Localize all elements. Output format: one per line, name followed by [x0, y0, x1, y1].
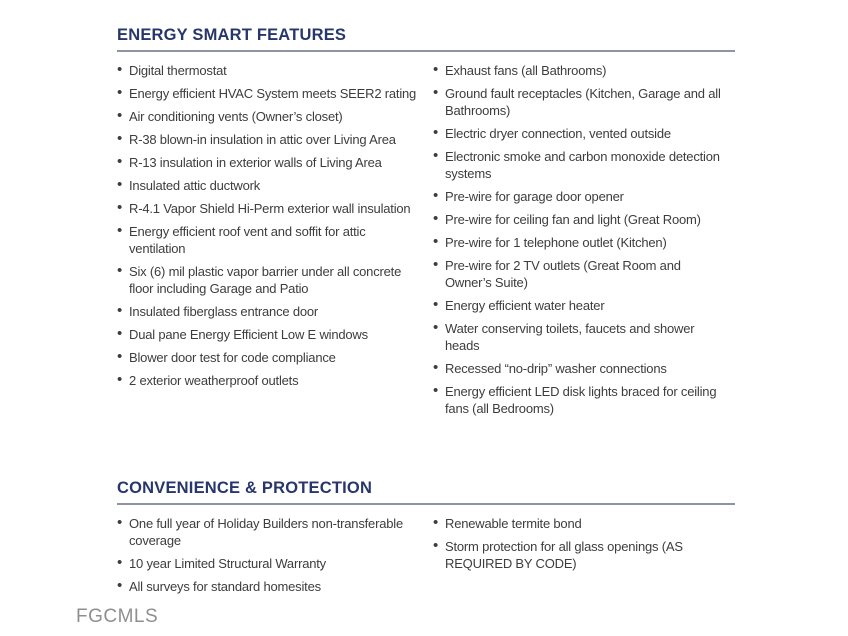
list-item-text: Energy efficient roof vent and soffit for attic ventilation [129, 224, 366, 256]
list-item [117, 62, 419, 79]
list-item [433, 320, 721, 354]
list-item [117, 85, 419, 102]
two-column-list [117, 62, 735, 423]
list-item [117, 131, 419, 148]
bullet-icon: • [117, 107, 123, 124]
list-item-text: Pre-wire for garage door opener [445, 189, 624, 204]
feature-sheet [117, 26, 735, 601]
bullet-icon: • [433, 61, 439, 78]
list-item [117, 154, 419, 171]
bullet-icon: • [433, 210, 439, 227]
list-item [117, 578, 419, 595]
list-item-text: Ground fault receptacles (Kitchen, Garage and all Bathrooms) [445, 86, 721, 118]
list-item-text: Six (6) mil plastic vapor barrier under all concrete floor including Garage and Patio [129, 264, 402, 296]
list-item-text: R-13 insulation in exterior walls of Living Area [129, 155, 382, 170]
section-title: ENERGY SMART FEATURES [117, 26, 347, 44]
list-item [433, 297, 721, 314]
feature-list-right [433, 515, 735, 601]
list-item [117, 372, 419, 389]
bullet-icon: • [433, 537, 439, 554]
list-item [117, 515, 419, 549]
list-item-text: Recessed “no-drip” washer connections [445, 361, 667, 376]
list-item-text: Pre-wire for 1 telephone outlet (Kitchen) [445, 235, 667, 250]
feature-list-left [117, 515, 433, 601]
list-item [117, 223, 419, 257]
bullet-icon: • [117, 84, 123, 101]
list-item [433, 211, 721, 228]
bullet-icon: • [433, 233, 439, 250]
list-item [433, 188, 721, 205]
list-item [433, 360, 721, 377]
section-title: CONVENIENCE & PROTECTION [117, 479, 373, 497]
list-item [433, 148, 721, 182]
list-item-text: 2 exterior weatherproof outlets [129, 373, 299, 388]
list-item-text: Renewable termite bond [445, 516, 582, 531]
list-item-text: Electronic smoke and carbon monoxide detection systems [445, 149, 720, 181]
bullet-icon: • [117, 302, 123, 319]
list-item-text: Digital thermostat [129, 63, 227, 78]
bullet-icon: • [117, 348, 123, 365]
list-item [117, 263, 419, 297]
list-item-text: Water conserving toilets, faucets and shower heads [445, 321, 695, 353]
list-item [117, 349, 419, 366]
list-item-text: Electric dryer connection, vented outside [445, 126, 671, 141]
list-item [117, 303, 419, 320]
list-item [433, 257, 721, 291]
section-header [117, 26, 735, 52]
list-item [433, 383, 721, 417]
list-item-text: Insulated fiberglass entrance door [129, 304, 319, 319]
section-convenience-protection [117, 479, 735, 601]
bullet-icon: • [117, 199, 123, 216]
bullet-icon: • [433, 359, 439, 376]
list-item [433, 125, 721, 142]
list-item-text: Insulated attic ductwork [129, 178, 261, 193]
bullet-icon: • [117, 262, 123, 279]
bullet-icon: • [117, 222, 123, 239]
bullet-icon: • [117, 514, 123, 531]
section-header [117, 479, 735, 505]
fgcmls-watermark: FGCMLS [76, 606, 159, 627]
bullet-icon: • [117, 130, 123, 147]
two-column-list [117, 515, 735, 601]
list-item-text: 10 year Limited Structural Warranty [129, 556, 326, 571]
list-item [117, 177, 419, 194]
list-item-text: Storm protection for all glass openings (AS REQUIRED BY CODE) [445, 539, 683, 571]
list-item-text: Energy efficient LED disk lights braced for ceiling fans (all Bedrooms) [445, 384, 717, 416]
bullet-icon: • [433, 514, 439, 531]
bullet-icon: • [117, 371, 123, 388]
bullet-icon: • [117, 554, 123, 571]
feature-list-left [117, 62, 433, 423]
list-item [117, 326, 419, 343]
list-item-text: Energy efficient water heater [445, 298, 605, 313]
bullet-icon: • [433, 187, 439, 204]
list-item [433, 234, 721, 251]
list-item [433, 85, 721, 119]
list-item-text: R-4.1 Vapor Shield Hi-Perm exterior wall insulation [129, 201, 411, 216]
list-item-text: Exhaust fans (all Bathrooms) [445, 63, 607, 78]
bullet-icon: • [117, 176, 123, 193]
list-item [117, 108, 419, 125]
list-item [433, 62, 721, 79]
section-energy-smart-features [117, 26, 735, 423]
list-item [433, 538, 721, 572]
list-item-text: Blower door test for code compliance [129, 350, 336, 365]
bullet-icon: • [433, 382, 439, 399]
list-item-text: Pre-wire for ceiling fan and light (Great Room) [445, 212, 701, 227]
list-item [433, 515, 721, 532]
list-item-text: R-38 blown-in insulation in attic over Living Area [129, 132, 396, 147]
list-item [117, 555, 419, 572]
feature-list-right [433, 62, 735, 423]
list-item-text: Dual pane Energy Efficient Low E windows [129, 327, 368, 342]
bullet-icon: • [433, 319, 439, 336]
list-item-text: One full year of Holiday Builders non-transferable coverage [129, 516, 403, 548]
bullet-icon: • [117, 153, 123, 170]
list-item-text: Energy efficient HVAC System meets SEER2 rating [129, 86, 417, 101]
list-item-text: All surveys for standard homesites [129, 579, 321, 594]
bullet-icon: • [433, 296, 439, 313]
bullet-icon: • [433, 124, 439, 141]
list-item-text: Air conditioning vents (Owner’s closet) [129, 109, 343, 124]
list-item [117, 200, 419, 217]
bullet-icon: • [433, 84, 439, 101]
bullet-icon: • [117, 325, 123, 342]
list-item-text: Pre-wire for 2 TV outlets (Great Room and Owner’s Suite) [445, 258, 681, 290]
bullet-icon: • [117, 61, 123, 78]
bullet-icon: • [117, 577, 123, 594]
bullet-icon: • [433, 256, 439, 273]
bullet-icon: • [433, 147, 439, 164]
